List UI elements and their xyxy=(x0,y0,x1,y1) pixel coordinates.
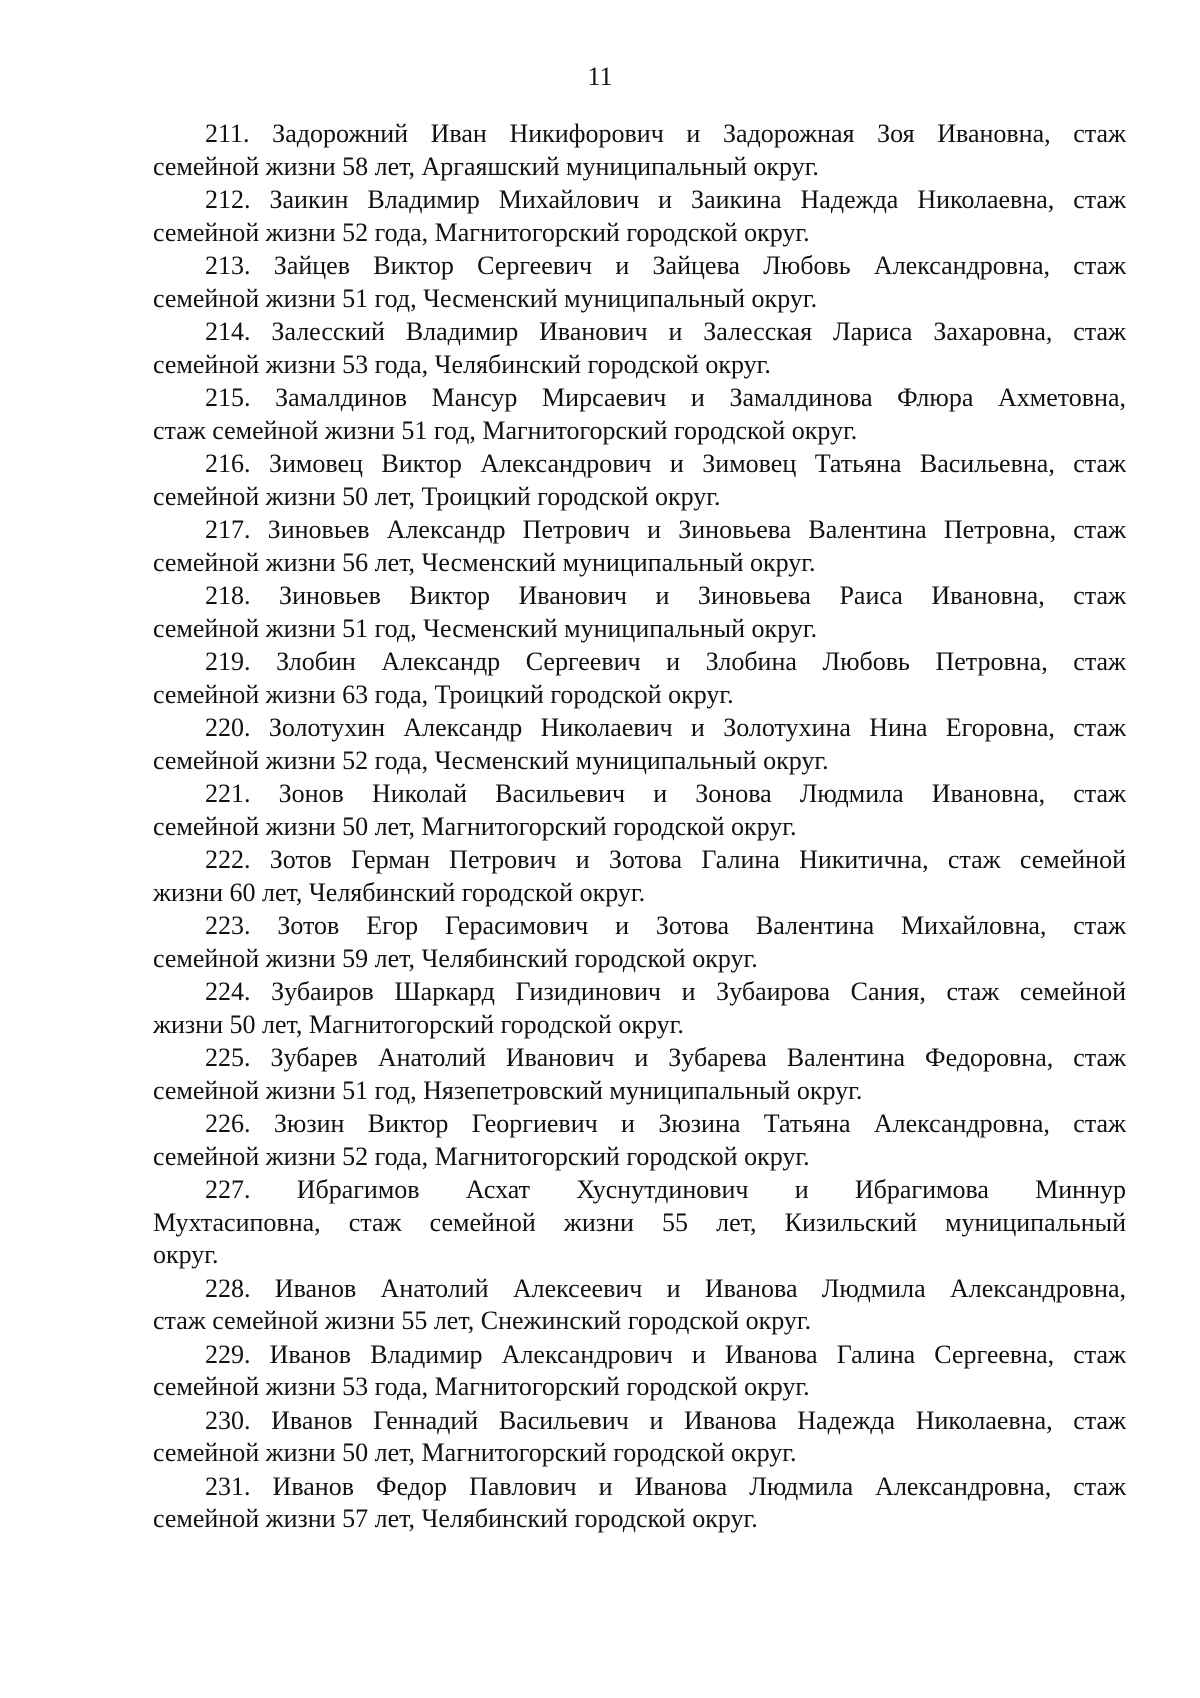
list-item-line: 216. Зимовец Виктор Александрович и Зимовец Татьяна Васильевна, стаж xyxy=(205,449,1126,478)
list-item xyxy=(153,646,1126,711)
list-item-line: 218. Зиновьев Виктор Иванович и Зиновьева Раиса Ивановна, стаж xyxy=(205,581,1126,610)
list-item xyxy=(153,118,1126,183)
list-item-line: 226. Зюзин Виктор Георгиевич и Зюзина Татьяна Александровна, стаж xyxy=(205,1109,1126,1138)
list-item-continuation: семейной жизни 51 год, Чесменский муниципальный округ. xyxy=(153,613,818,643)
award-list xyxy=(153,118,1126,1537)
list-item xyxy=(153,778,1126,843)
list-item-continuation: стаж семейной жизни 55 лет, Снежинский городской округ. xyxy=(153,1306,812,1335)
list-item xyxy=(153,1471,1126,1536)
list-item xyxy=(153,1273,1126,1338)
list-item-line: 215. Замалдинов Мансур Мирсаевич и Замалдинова Флюра Ахметовна, xyxy=(205,383,1126,412)
list-item-continuation: семейной жизни 52 года, Чесменский муниципальный округ. xyxy=(153,745,829,775)
list-item-continuation: семейной жизни 56 лет, Чесменский муниципальный округ. xyxy=(153,547,816,577)
list-item-continuation: округ. xyxy=(153,1240,219,1269)
list-item-line: 227. Ибрагимов Асхат Хуснутдинович и Ибрагимова Миннур xyxy=(205,1175,1126,1204)
list-item-line: 224. Зубаиров Шаркард Гизидинович и Зубаирова Сания, стаж семейной xyxy=(205,977,1126,1006)
list-item xyxy=(153,250,1126,315)
list-item xyxy=(153,1108,1126,1173)
list-item-continuation: семейной жизни 58 лет, Аргаяшский муниципальный округ. xyxy=(153,151,819,181)
list-item xyxy=(153,184,1126,249)
list-item xyxy=(153,514,1126,579)
list-item-line: 231. Иванов Федор Павлович и Иванова Людмила Александровна, стаж xyxy=(205,1471,1126,1501)
list-item-continuation: Мухтасиповна, стаж семейной жизни 55 лет, Кизильский муниципальный xyxy=(153,1207,1126,1237)
list-item-line: 217. Зиновьев Александр Петрович и Зиновьева Валентина Петровна, стаж xyxy=(205,515,1126,544)
list-item-line: 213. Зайцев Виктор Сергеевич и Зайцева Любовь Александровна, стаж xyxy=(205,251,1126,280)
list-item xyxy=(153,976,1126,1041)
list-item-line: 219. Злобин Александр Сергеевич и Злобина Любовь Петровна, стаж xyxy=(205,647,1126,676)
page-number: 11 xyxy=(587,62,613,91)
list-item-continuation: семейной жизни 53 года, Челябинский городской округ. xyxy=(153,349,771,379)
list-item-continuation: стаж семейной жизни 51 год, Магнитогорский городской округ. xyxy=(153,415,858,445)
list-item-continuation: семейной жизни 50 лет, Магнитогорский городской округ. xyxy=(153,811,797,841)
list-item xyxy=(153,1405,1126,1470)
list-item-continuation: семейной жизни 51 год, Чесменский муниципальный округ. xyxy=(153,283,818,313)
list-item-continuation: семейной жизни 59 лет, Челябинский городской округ. xyxy=(153,943,758,973)
list-item-continuation: жизни 50 лет, Магнитогорский городской округ. xyxy=(153,1009,684,1039)
list-item-line: 230. Иванов Геннадий Васильевич и Иванова Надежда Николаевна, стаж xyxy=(205,1405,1126,1435)
list-item-line: 212. Заикин Владимир Михайлович и Заикина Надежда Николаевна, стаж xyxy=(205,185,1126,214)
list-item-line: 228. Иванов Анатолий Алексеевич и Иванова Людмила Александровна, xyxy=(205,1273,1126,1303)
list-item xyxy=(153,316,1126,381)
list-item-line: 211. Задорожний Иван Никифорович и Задорожная Зоя Ивановна, стаж xyxy=(205,119,1126,148)
list-item-continuation: семейной жизни 52 года, Магнитогорский городской округ. xyxy=(153,1141,810,1171)
list-item-line: 223. Зотов Егор Герасимович и Зотова Валентина Михайловна, стаж xyxy=(205,911,1126,940)
list-item-continuation: семейной жизни 63 года, Троицкий городской округ. xyxy=(153,679,734,709)
list-item-line: 220. Золотухин Александр Николаевич и Золотухина Нина Егоровна, стаж xyxy=(205,713,1126,742)
list-item xyxy=(153,712,1126,777)
list-item xyxy=(153,1174,1126,1272)
list-item-line: 221. Зонов Николай Васильевич и Зонова Людмила Ивановна, стаж xyxy=(205,779,1126,808)
list-item xyxy=(153,844,1126,909)
list-item xyxy=(153,382,1126,447)
list-item-continuation: семейной жизни 53 года, Магнитогорский городской округ. xyxy=(153,1372,810,1401)
list-item xyxy=(153,910,1126,975)
list-item-line: 229. Иванов Владимир Александрович и Иванова Галина Сергеевна, стаж xyxy=(205,1339,1126,1369)
list-item-continuation: семейной жизни 51 год, Нязепетровский муниципальный округ. xyxy=(153,1075,863,1105)
list-item-continuation: семейной жизни 52 года, Магнитогорский городской округ. xyxy=(153,217,810,247)
list-item-line: 225. Зубарев Анатолий Иванович и Зубарева Валентина Федоровна, стаж xyxy=(205,1043,1126,1072)
list-item-line: 214. Залесский Владимир Иванович и Залесская Лариса Захаровна, стаж xyxy=(205,317,1126,346)
list-item-continuation: семейной жизни 57 лет, Челябинский городской округ. xyxy=(153,1504,758,1533)
list-item-continuation: семейной жизни 50 лет, Магнитогорский городской округ. xyxy=(153,1438,797,1467)
list-item xyxy=(153,448,1126,513)
list-item-continuation: семейной жизни 50 лет, Троицкий городской округ. xyxy=(153,481,721,511)
list-item-line: 222. Зотов Герман Петрович и Зотова Галина Никитична, стаж семейной xyxy=(205,845,1126,874)
list-item xyxy=(153,580,1126,645)
list-item-continuation: жизни 60 лет, Челябинский городской округ. xyxy=(153,877,646,907)
list-item xyxy=(153,1339,1126,1404)
list-item xyxy=(153,1042,1126,1107)
